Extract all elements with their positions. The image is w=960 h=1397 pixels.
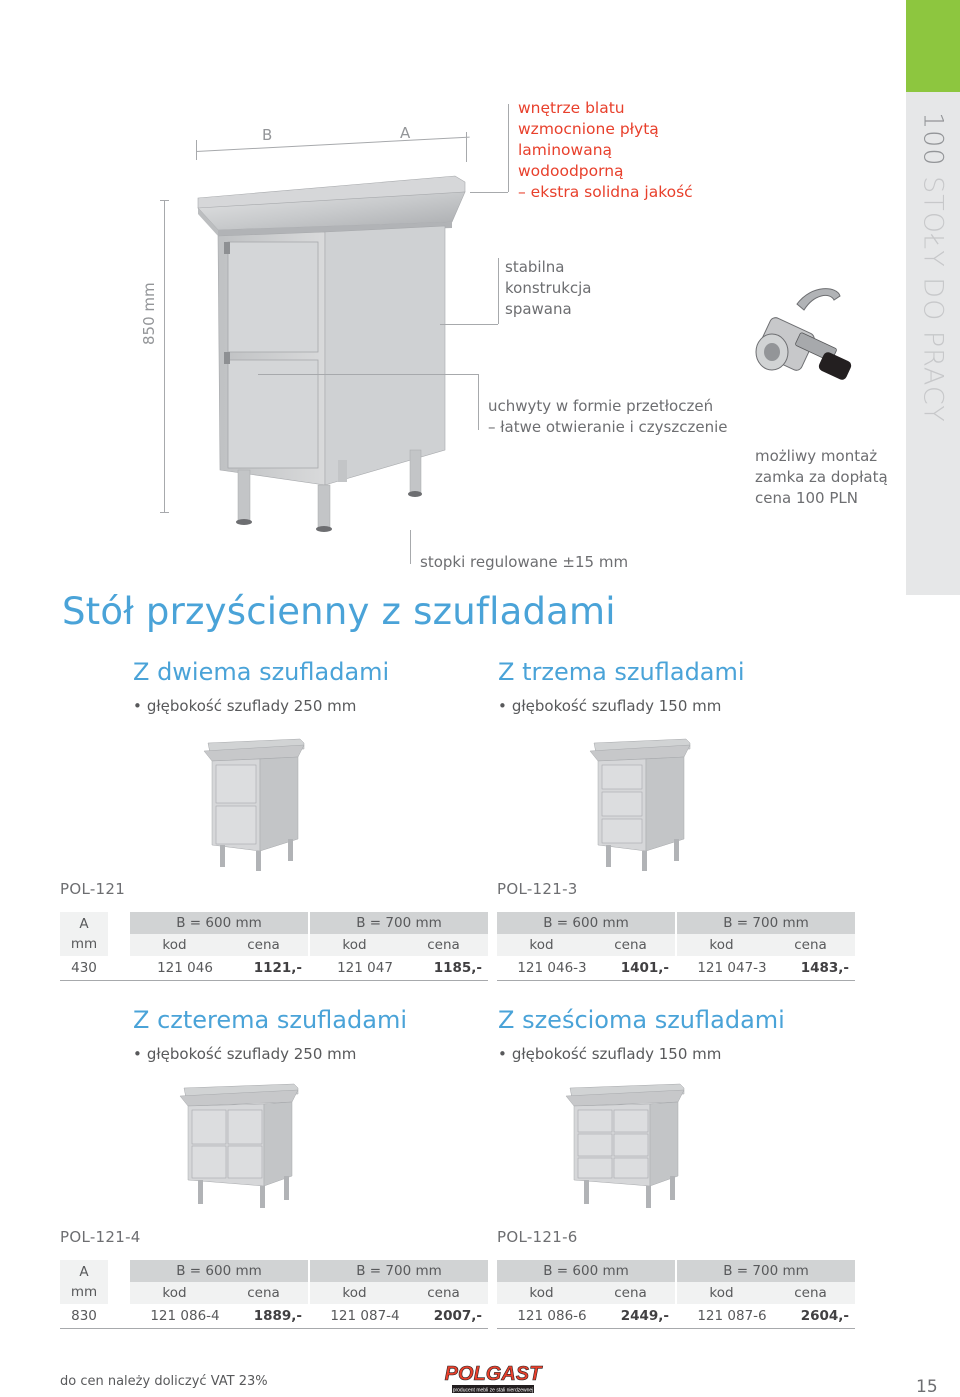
table-rule <box>60 980 488 981</box>
sub-header-cena: cena <box>766 1282 855 1304</box>
cell-cena: 1401,- <box>620 960 669 976</box>
sub-header-cena: cena <box>766 934 855 956</box>
product-image-3-drawers <box>586 735 698 880</box>
side-tab-number: 100 <box>917 112 949 167</box>
col-header-b600: B = 600 mm <box>497 1260 675 1282</box>
cell-kod: 121 087-6 <box>697 1308 767 1324</box>
cell-kod: 121 087-4 <box>330 1308 400 1324</box>
col-header-b700: B = 700 mm <box>677 1260 855 1282</box>
callout-line: uchwyty w formie przetłoczeń <box>488 397 714 415</box>
callout-countertop <box>518 98 693 203</box>
model-code: POL-121-6 <box>497 1228 578 1246</box>
cell-cena: 1121,- <box>253 960 302 976</box>
callout-line: wzmocnione płytą <box>518 120 659 138</box>
callout-line: – ekstra solidna jakość <box>518 183 693 201</box>
callout-line: laminowaną <box>518 141 613 159</box>
col-header-b700: B = 700 mm <box>677 912 855 934</box>
cell-kod: 121 086-6 <box>517 1308 587 1324</box>
model-code: POL-121 <box>60 880 126 898</box>
price-table-pol-121 <box>60 912 488 982</box>
leader-line <box>440 324 498 325</box>
product-image-4-drawers <box>176 1080 306 1220</box>
sub-header-kod: kod <box>310 1282 399 1304</box>
sub-header-cena: cena <box>399 1282 488 1304</box>
vat-footnote: do cen należy doliczyć VAT 23% <box>60 1374 268 1389</box>
sub-header-cena: cena <box>219 1282 308 1304</box>
cell-kod: 121 047 <box>337 960 393 976</box>
cell-cena: 1483,- <box>800 960 849 976</box>
cell-a: 830 <box>71 1308 97 1324</box>
cell-cena: 1185,- <box>433 960 482 976</box>
model-code: POL-121-3 <box>497 880 578 898</box>
callout-line: możliwy montaż <box>755 447 878 465</box>
mm-label: mm <box>70 936 98 952</box>
section-title: Z czterema szufladami <box>133 1006 407 1034</box>
a-header <box>60 1260 108 1304</box>
side-tab <box>906 0 960 595</box>
callout-line: zamka za dopłatą <box>755 468 888 486</box>
col-header-b700: B = 700 mm <box>310 1260 488 1282</box>
callout-line: wnętrze blatu <box>518 99 625 117</box>
callout-handles <box>488 396 728 438</box>
cell-cena: 2007,- <box>433 1308 482 1324</box>
cell-kod: 121 046-3 <box>517 960 587 976</box>
section-bullet: • głębokość szuflady 150 mm <box>498 1045 721 1063</box>
side-tab-text: STOŁY DO PRACY <box>917 176 949 423</box>
sub-header-cena: cena <box>586 1282 675 1304</box>
section-bullet: • głębokość szuflady 150 mm <box>498 697 721 715</box>
product-image-6-drawers <box>562 1080 692 1220</box>
dim-line-height <box>164 200 165 512</box>
dim-tick <box>466 132 467 162</box>
cell-kod: 121 046 <box>157 960 213 976</box>
callout-line: wodoodporną <box>518 162 624 180</box>
hero-table-illustration <box>190 170 480 535</box>
section-bullet: • głębokość szuflady 250 mm <box>133 1045 356 1063</box>
col-header-b600: B = 600 mm <box>497 912 675 934</box>
callout-line: – łatwe otwieranie i czyszczenie <box>488 418 728 436</box>
table-rule <box>497 1328 855 1329</box>
sub-header-kod: kod <box>497 934 586 956</box>
cell-cena: 2604,- <box>800 1308 849 1324</box>
dim-tick <box>160 200 169 201</box>
section-title: Z sześcioma szufladami <box>498 1006 785 1034</box>
leader-line <box>508 104 509 192</box>
callout-lock <box>755 446 888 509</box>
cell-cena: 2449,- <box>620 1308 669 1324</box>
a-header <box>60 912 108 956</box>
product-image-2-drawers <box>200 735 312 880</box>
section-title: Z trzema szufladami <box>498 658 745 686</box>
col-header-b600: B = 600 mm <box>130 1260 308 1282</box>
leader-line <box>410 530 411 564</box>
callout-feet: stopki regulowane ±15 mm <box>420 553 629 571</box>
sub-header-kod: kod <box>677 1282 766 1304</box>
page-title: Stół przyścienny z szufladami <box>62 590 616 633</box>
cell-cena: 1889,- <box>253 1308 302 1324</box>
price-table-pol-121-6 <box>497 1260 855 1330</box>
callout-construction <box>505 257 592 320</box>
sub-header-kod: kod <box>677 934 766 956</box>
side-tab-marker <box>906 0 960 92</box>
leader-line <box>498 258 499 324</box>
sub-header-cena: cena <box>399 934 488 956</box>
sub-header-cena: cena <box>219 934 308 956</box>
dim-b-label: B <box>262 126 273 144</box>
leader-line <box>478 374 479 430</box>
mm-label: mm <box>70 1284 98 1300</box>
section-title: Z dwiema szufladami <box>133 658 390 686</box>
callout-line: spawana <box>505 300 572 318</box>
model-code: POL-121-4 <box>60 1228 141 1246</box>
polgast-logo <box>444 1362 542 1394</box>
leader-line <box>258 374 478 375</box>
leader-line <box>470 192 508 193</box>
dim-height-label: 850 mm <box>140 282 158 345</box>
cell-kod: 121 086-4 <box>150 1308 220 1324</box>
price-table-pol-121-3 <box>497 912 855 982</box>
cell-kod: 121 047-3 <box>697 960 767 976</box>
lock-icon <box>742 282 862 422</box>
table-rule <box>60 1328 488 1329</box>
col-header-b600: B = 600 mm <box>130 912 308 934</box>
col-header-b700: B = 700 mm <box>310 912 488 934</box>
section-bullet: • głębokość szuflady 250 mm <box>133 697 356 715</box>
dim-tick <box>160 512 169 513</box>
side-tab-label <box>918 112 949 423</box>
sub-header-kod: kod <box>130 1282 219 1304</box>
callout-line: cena 100 PLN <box>755 489 858 507</box>
table-rule <box>497 980 855 981</box>
svg-text:POLGAST: POLGAST <box>444 1363 542 1385</box>
callout-line: stabilna <box>505 258 565 276</box>
sub-header-kod: kod <box>497 1282 586 1304</box>
a-label: A <box>79 1264 89 1280</box>
sub-header-kod: kod <box>310 934 399 956</box>
dim-a-label: A <box>400 124 411 142</box>
sub-header-cena: cena <box>586 934 675 956</box>
price-table-pol-121-4 <box>60 1260 488 1330</box>
sub-header-kod: kod <box>130 934 219 956</box>
a-label: A <box>79 916 89 932</box>
svg-text:producent mebli ze stali nierd: producent mebli ze stali nierdzewnej <box>452 1387 534 1394</box>
callout-line: konstrukcja <box>505 279 592 297</box>
page-number: 15 <box>916 1377 938 1397</box>
cell-a: 430 <box>71 960 97 976</box>
dim-line-top <box>196 137 470 152</box>
